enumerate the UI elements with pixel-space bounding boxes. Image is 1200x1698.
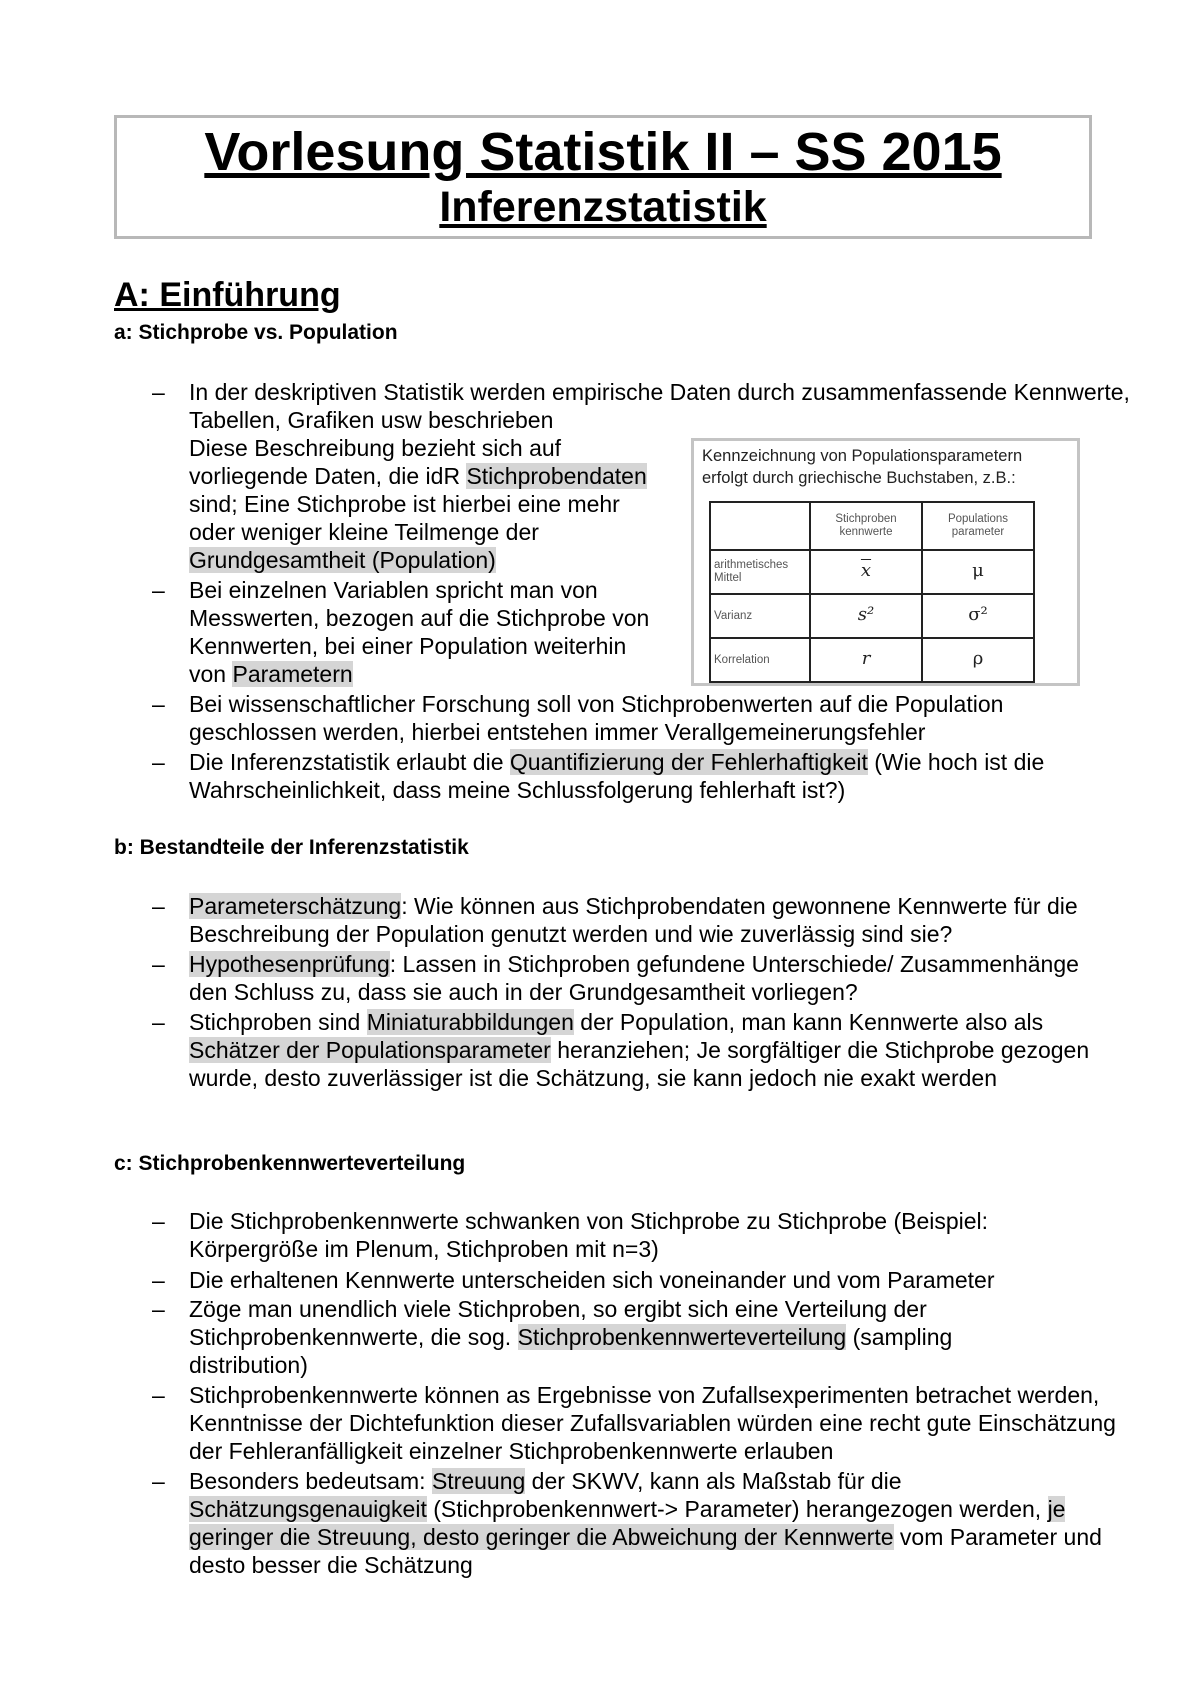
- section-heading: A: Einführung: [114, 276, 341, 314]
- table-header: Populations parameter: [922, 502, 1034, 550]
- lecture-subtitle: Inferenzstatistik: [439, 183, 767, 231]
- notation-figure: [691, 438, 1080, 686]
- table-header: Stichproben kennwerte: [810, 502, 922, 550]
- table-row-label: Korrelation: [710, 638, 810, 682]
- subsection-b-heading: b: Bestandteile der Inferenzstatistik: [114, 836, 469, 859]
- table-row-label: Varianz: [710, 594, 810, 638]
- highlight: Schätzungsgenauigkeit: [189, 1496, 427, 1522]
- population-symbol: μ: [972, 560, 984, 581]
- highlight: Grundgesamtheit (Population): [189, 547, 496, 573]
- highlight: je geringer die Streuung, desto geringer die Abweichung der Kennwerte: [189, 1496, 1066, 1550]
- sample-symbol: $\overline{x}$: [860, 560, 872, 581]
- highlight: Miniaturabbildungen: [366, 1009, 574, 1035]
- subsection-a-heading: a: Stichprobe vs. Population: [114, 321, 398, 344]
- highlight: Quantifizierung der Fehlerhaftigkeit: [509, 749, 868, 775]
- highlight: Stichprobendaten: [466, 463, 647, 489]
- highlight: Streuung: [431, 1468, 526, 1494]
- highlight: Parameterschätzung: [189, 893, 402, 919]
- population-symbol: σ²: [968, 604, 988, 625]
- highlight: Parametern: [232, 661, 353, 687]
- table-row-label: arithmetisches Mittel: [710, 550, 810, 594]
- sample-symbol: r: [861, 648, 871, 669]
- population-symbol: ρ: [972, 648, 984, 669]
- figure-caption: Kennzeichnung von Populationsparametern erfolgt durch griechische Buchstaben, z.B.:: [702, 447, 1023, 487]
- document-page: Vorlesung Statistik II – SS 2015 Inferenzstatistik A: Einführung a: Stichprobe vs. Population – In der deskriptiven Statistik werden empirische Daten durch zusammenfassende Kennwerte, Tabellen, Grafiken usw beschrieben Diese Beschreibung bezieht sich auf vorliegende Daten, die idR Stichprobendaten sind; Eine Stichprobe ist hierbei eine mehr oder weniger kleine Teilmenge der Grundgesamtheit (Population) – Bei einzelnen Variablen spricht man von Messwerten, bezogen auf die Stichprobe von Kennwerten, bei einer Population weiterhin von Parametern – Bei wissenschaftlicher Forschung soll von Stichprobenwerten auf die Population geschlossen werden, hierbei entstehen immer Verallgemeinerungsfehler – Die Inferenzstatistik erlaubt die Quantifizierung der Fehlerhaftigkeit (Wie hoch ist die Wahrscheinlichkeit, dass meine Schlussfolgerung fehlerhaft ist?) Kennzeichnung von Populationsparametern erfolgt durch griechische Buchstaben, z.B.: Stichproben kennwerte Populations parameter arithmetisches Mittel $\overline{x}$ μ Varianz s² σ² Korrelation r ρ b: Bestandteile der Inferenzstatistik – Parameterschätzung: Wie können aus Stichprobendaten gewonnene Kennwerte für die Beschreibung der Population genutzt werden und wie zuverlässig sind sie? – Hypothesenprüfung: Lassen in Stichproben gefundene Unterschiede/ Zusammenhänge den Schluss zu, dass sie auch in der Grundgesamtheit vorliegen? – Stichproben sind Miniaturabbildungen der Population, man kann Kennwerte also als Schätzer der Populationsparameter heranziehen; Je sorgfältiger die Stichprobe gezogen wurde, desto zuverlässiger ist die Schätzung, sie kann jedoch nie exakt werden c: Stichprobenkennwerteverteilung – Die Stichprobenkennwerte schwanken von Stichprobe zu Stichprobe (Beispiel: Körpergröße im Plenum, Stichproben mit n=3) – Die erhaltenen Kennwerte unterscheiden sich voneinander und vom Parameter – Zöge man unendlich viele Stichproben, so ergibt sich eine Verteilung der Stichprobenkennwerte, die sog. Stichprobenkennwerteverteilung (sampling distribution) – Stichprobenkennwerte können as Ergebnisse von Zufallsexperimenten betrachet werden, Kenntnisse der Dichtefunktion dieser Zufallsvariablen würden eine recht gute Einschätzung der Fehleranfälligkeit einzelner Stichprobenkennwerte erlauben – Besonders bedeutsam: Streuung der SKWV, kann als Maßstab für die Schätzungsgenauigkeit (Stichprobenkennwert-> Parameter) herangezogen werden, je geringer die Streuung, desto geringer die Abweichung der Kennwerte vom Parameter und desto besser die Schätzung: [0, 0, 1200, 1698]
- description-paragraph: Diese Beschreibung bezieht sich auf vorliegende Daten, die idR Stichprobendaten sind; Eine Stichprobe ist hierbei eine mehr oder weniger kleine Teilmenge der Grundgesamtheit (Population): [189, 435, 647, 573]
- lecture-title: Vorlesung Statistik II – SS 2015: [204, 122, 1002, 182]
- highlight: Hypothesenprüfung: [189, 951, 390, 977]
- highlight: Stichprobenkennwerteverteilung: [517, 1324, 847, 1350]
- notation-table: [709, 501, 1035, 683]
- sample-symbol: s²: [857, 604, 875, 625]
- title-box: [114, 115, 1092, 239]
- subsection-c-heading: c: Stichprobenkennwerteverteilung: [114, 1152, 466, 1175]
- highlight: Schätzer der Populationsparameter: [189, 1037, 551, 1063]
